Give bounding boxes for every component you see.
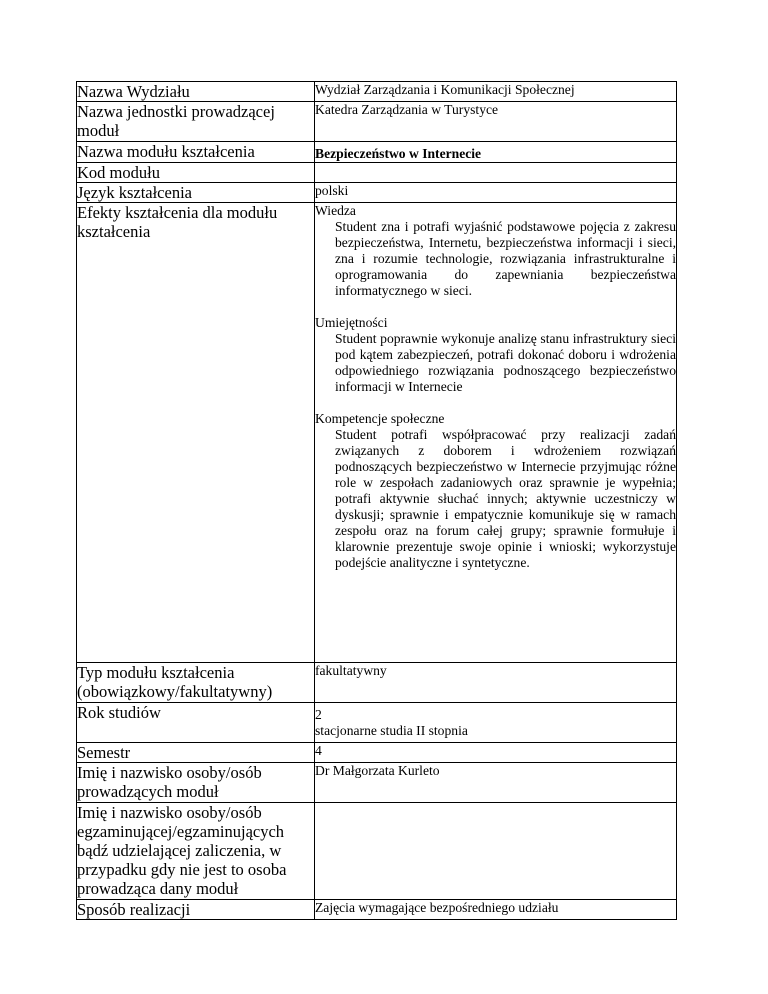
label-learning-outcomes: Efekty kształcenia dla modułu kształcenia — [77, 203, 315, 663]
value-lecturers: Dr Małgorzata Kurleto — [315, 763, 677, 803]
module-info-table — [76, 81, 677, 920]
outcome-text-skills: Student poprawnie wykonuje analizę stanu infrastruktury sieci pod kątem zabezpieczeń, potrafi dokonać doboru i wdrożenia odpowiedniego rozwiązania podnoszącego bezpieczeństwo informacji w Internecie — [335, 331, 676, 394]
value-study-mode: stacjonarne studia II stopnia — [315, 723, 468, 738]
value-module-name-cell — [315, 142, 677, 163]
value-learning-outcomes — [315, 203, 677, 663]
table-row — [77, 142, 677, 163]
table-row — [77, 183, 677, 203]
value-faculty: Wydział Zarządzania i Komunikacji Społecznej — [315, 82, 677, 102]
table-row — [77, 203, 677, 663]
table-row — [77, 102, 677, 142]
label-module-name: Nazwa modułu kształcenia — [77, 142, 315, 163]
table-row — [77, 163, 677, 183]
label-module-code: Kod modułu — [77, 163, 315, 183]
table-row — [77, 763, 677, 803]
label-module-type: Typ modułu kształcenia (obowiązkowy/fakultatywny) — [77, 663, 315, 703]
value-module-type: fakultatywny — [315, 663, 677, 703]
outcome-title-social: Kompetencje społeczne — [315, 411, 445, 426]
table-row — [77, 900, 677, 920]
label-study-year: Rok studiów — [77, 703, 315, 743]
value-examiners — [315, 803, 677, 900]
value-module-code — [315, 163, 677, 183]
label-lecturers: Imię i nazwisko osoby/osób prowadzących moduł — [77, 763, 315, 803]
table-row — [77, 743, 677, 763]
value-delivery-mode: Zajęcia wymagające bezpośredniego udziału — [315, 900, 677, 920]
label-language: Język kształcenia — [77, 183, 315, 203]
table-row — [77, 703, 677, 743]
label-unit: Nazwa jednostki prowadzącej moduł — [77, 102, 315, 142]
label-examiners: Imię i nazwisko osoby/osób egzaminującej/egzaminujących bądź udzielającej zaliczenia, w przypadku gdy nie jest to osoba prowadząca dany moduł — [77, 803, 315, 900]
value-semester: 4 — [315, 743, 677, 763]
table-row — [77, 82, 677, 102]
value-module-name: Bezpieczeństwo w Internecie — [315, 146, 482, 161]
outcome-text-knowledge: Student zna i potrafi wyjaśnić podstawowe pojęcia z zakresu bezpieczeństwa, Internetu, bezpieczeństwa informacji i sieci, zna i rozumie technologie, rozwiązania infrastrukturalne i oprogramowania do zapewniania bezpieczeństwa informatycznego w sieci. — [335, 219, 676, 298]
value-unit: Katedra Zarządzania w Turystyce — [315, 102, 677, 142]
label-faculty: Nazwa Wydziału — [77, 82, 315, 102]
outcome-title-skills: Umiejętności — [315, 315, 388, 330]
label-semester: Semestr — [77, 743, 315, 763]
table-row — [77, 663, 677, 703]
table-row — [77, 803, 677, 900]
outcome-title-knowledge: Wiedza — [315, 203, 356, 218]
value-study-year-cell — [315, 703, 677, 743]
outcome-text-social: Student potrafi współpracować przy realizacji zadań związanych z doborem i wdrożeniem rozwiązań podnoszących bezpieczeństwo w Internecie przyjmując różne role w zespołach zadaniowych oraz sprawnie je wypełnia; potrafi aktywnie słuchać innych; aktywnie uczestniczy w dyskusji; sprawnie i empatycznie komunikuje się w ramach zespołu oraz na forum całej grupy; sprawnie formułuje i klarownie prezentuje swoje opinie i wnioski; wykorzystuje podejście analityczne i syntetyczne. — [335, 427, 676, 570]
value-study-year: 2 — [315, 707, 322, 722]
value-language: polski — [315, 183, 677, 203]
label-delivery-mode: Sposób realizacji — [77, 900, 315, 920]
